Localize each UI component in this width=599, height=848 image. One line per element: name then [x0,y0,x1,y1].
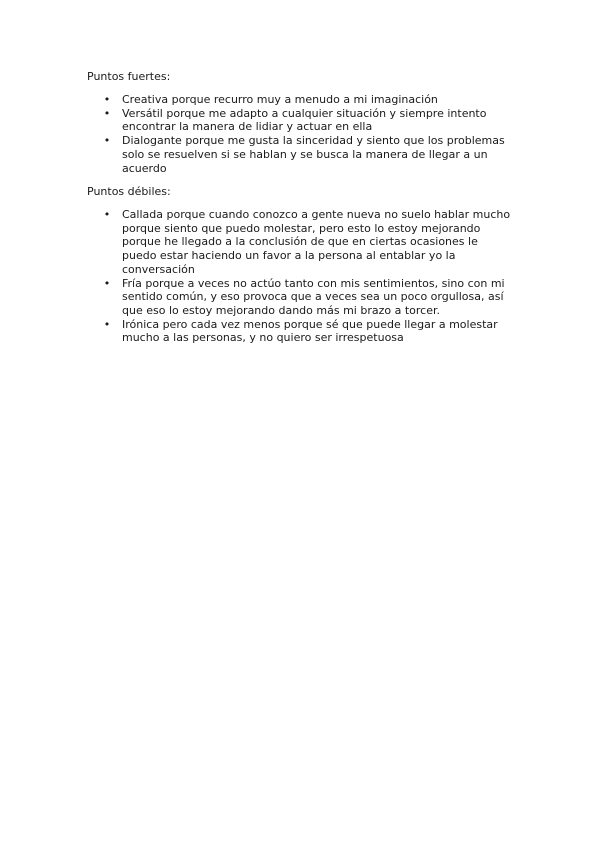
strengths-heading: Puntos fuertes: [87,70,171,83]
bullet-icon: • [103,208,111,221]
strengths-list [0,93,522,175]
weaknesses-list [0,208,522,345]
list-item-text: Versátil porque me adapto a cualquier situación y siempre intento encontrar la manera de lidiar y actuar en ella [122,106,487,134]
list-item [0,134,522,175]
list-item [0,208,522,277]
list-item [0,93,522,107]
bullet-icon: • [103,93,111,106]
bullet-icon: • [103,106,111,120]
list-item [0,318,522,345]
list-item [0,107,522,134]
list-item-text: Callada porque cuando conozco a gente nueva no suelo hablar mucho porque siento que puedo molestar, pero esto lo estoy mejorando porque he llegado a la conclusión de que en ciertas ocasiones le puedo estar haciendo un favor a la persona al entablar yo la conversación [122,208,511,276]
bullet-icon: • [103,134,111,148]
list-item-text: Dialogante porque me gusta la sinceridad y siento que los problemas solo se resuelven si se hablan y se busca la manera de llegar a un acuerdo [122,134,505,175]
list-item-text: Irónica pero cada vez menos porque sé que puede llegar a molestar mucho a las personas, y no quiero ser irrespetuosa [122,317,498,345]
list-item [0,277,522,318]
bullet-icon: • [103,317,111,331]
bullet-icon: • [103,276,111,290]
list-item-text: Creativa porque recurro muy a menudo a mi imaginación [122,93,438,106]
weaknesses-heading: Puntos débiles: [87,185,171,198]
list-item-text: Fría porque a veces no actúo tanto con mis sentimientos, sino con mi sentido común, y eso provoca que a veces sea un poco orgullosa, así que eso lo estoy mejorando dando más mi brazo a torcer. [122,276,505,317]
